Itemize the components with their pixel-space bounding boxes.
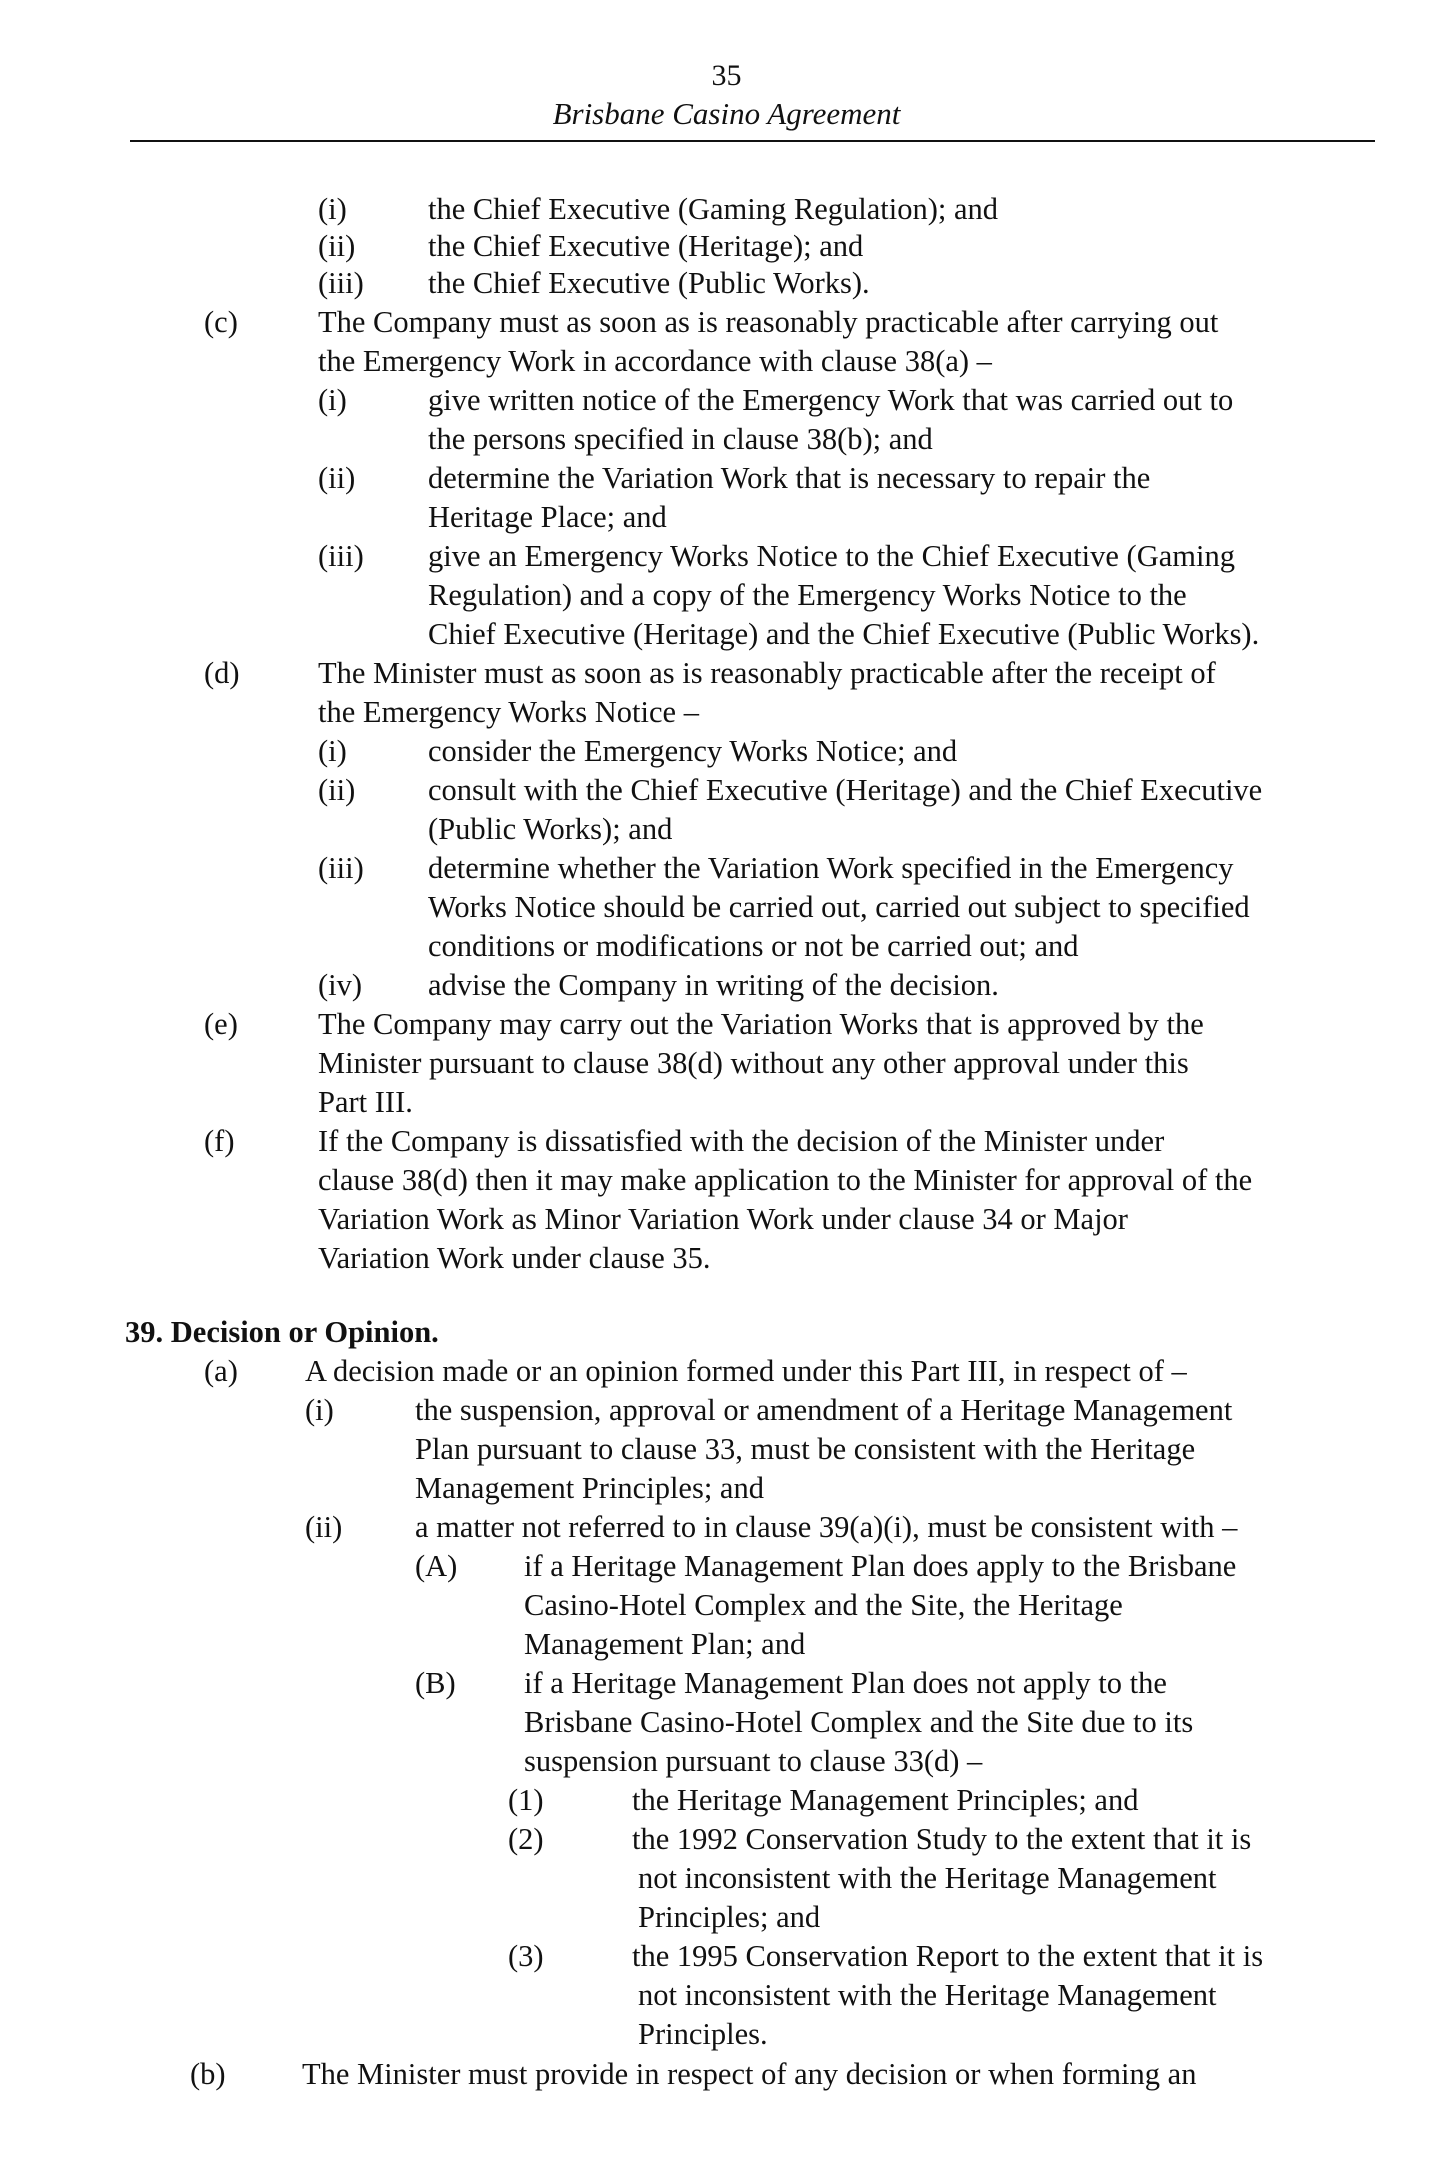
text-line: Minister pursuant to clause 38(d) without any other approval under this — [318, 1046, 1189, 1080]
clause-label: (b) — [190, 2057, 226, 2091]
clause-label: (iv) — [318, 968, 363, 1002]
text-line: Heritage Place; and — [428, 500, 667, 534]
clause-label: (a) — [204, 1354, 238, 1388]
text-line: If the Company is dissatisfied with the decision of the Minister under — [318, 1124, 1165, 1158]
text-line: the Emergency Work in accordance with clause 38(a) – — [318, 344, 992, 378]
clause-label: (B) — [415, 1666, 456, 1700]
text-line: the Chief Executive (Gaming Regulation); and — [428, 192, 999, 226]
clause-label: (ii) — [318, 229, 356, 263]
text-line: Chief Executive (Heritage) and the Chief Executive (Public Works). — [428, 617, 1260, 651]
clause-label: (ii) — [318, 773, 356, 807]
text-line: Regulation) and a copy of the Emergency Works Notice to the — [428, 578, 1187, 612]
text-line: the Emergency Works Notice – — [318, 695, 699, 729]
text-line: (Public Works); and — [428, 812, 673, 846]
text-line: the persons specified in clause 38(b); and — [428, 422, 933, 456]
text-line: Management Plan; and — [524, 1627, 806, 1661]
clause-label: (d) — [204, 656, 240, 690]
text-line: consult with the Chief Executive (Heritage) and the Chief Executive — [428, 773, 1263, 807]
clause-label: (e) — [204, 1007, 238, 1041]
clause-label: (i) — [305, 1393, 334, 1427]
text-line: the Chief Executive (Heritage); and — [428, 229, 864, 263]
text-line: Plan pursuant to clause 33, must be consistent with the Heritage — [415, 1432, 1196, 1466]
text-line: conditions or modifications or not be carried out; and — [428, 929, 1079, 963]
page-header — [0, 58, 1453, 134]
section-heading: 39. Decision or Opinion. — [125, 1315, 439, 1349]
text-line: Part III. — [318, 1085, 413, 1119]
header-rule — [130, 140, 1375, 142]
clause-label: (3) — [508, 1939, 544, 1973]
text-line: Management Principles; and — [415, 1471, 764, 1505]
clause-label: (f) — [204, 1124, 235, 1158]
text-line: Variation Work under clause 35. — [318, 1241, 711, 1275]
text-line: Works Notice should be carried out, carried out subject to specified — [428, 890, 1250, 924]
clause-label: (2) — [508, 1822, 544, 1856]
page-number: 35 — [711, 59, 742, 92]
text-line: consider the Emergency Works Notice; and — [428, 734, 958, 768]
text-line: suspension pursuant to clause 33(d) – — [524, 1744, 983, 1778]
text-line: give written notice of the Emergency Work that was carried out to — [428, 383, 1234, 417]
clause-label: (iii) — [318, 851, 364, 885]
text-line: determine whether the Variation Work specified in the Emergency — [428, 851, 1234, 885]
text-line: Principles; and — [638, 1900, 821, 1934]
text-line: a matter not referred to in clause 39(a)(i), must be consistent with – — [415, 1510, 1238, 1544]
clause-label: (A) — [415, 1549, 458, 1583]
clause-label: (iii) — [318, 266, 364, 300]
clause-label: (i) — [318, 383, 347, 417]
text-line: the 1995 Conservation Report to the extent that it is — [632, 1939, 1264, 1973]
clause-label: (1) — [508, 1783, 544, 1817]
clause-label: (ii) — [305, 1510, 343, 1544]
clause-label: (ii) — [318, 461, 356, 495]
text-line: advise the Company in writing of the decision. — [428, 968, 999, 1002]
text-line: Principles. — [638, 2017, 768, 2051]
text-line: The Company must as soon as is reasonably practicable after carrying out — [318, 305, 1219, 339]
header-title: Brisbane Casino Agreement — [552, 96, 901, 131]
text-line: if a Heritage Management Plan does apply to the Brisbane — [524, 1549, 1237, 1583]
clause-label: (i) — [318, 734, 347, 768]
text-line: the suspension, approval or amendment of a Heritage Management — [415, 1393, 1233, 1427]
text-line: The Minister must provide in respect of any decision or when forming an — [302, 2057, 1197, 2091]
text-line: the Heritage Management Principles; and — [632, 1783, 1139, 1817]
text-line: The Minister must as soon as is reasonably practicable after the receipt of — [318, 656, 1216, 690]
text-line: determine the Variation Work that is necessary to repair the — [428, 461, 1151, 495]
text-line: if a Heritage Management Plan does not apply to the — [524, 1666, 1167, 1700]
text-line: not inconsistent with the Heritage Management — [638, 1861, 1217, 1895]
text-line: the Chief Executive (Public Works). — [428, 266, 870, 300]
text-line: Brisbane Casino-Hotel Complex and the Site due to its — [524, 1705, 1194, 1739]
text-line: Variation Work as Minor Variation Work under clause 34 or Major — [318, 1202, 1128, 1236]
text-line: Casino-Hotel Complex and the Site, the Heritage — [524, 1588, 1123, 1622]
text-line: the 1992 Conservation Study to the extent that it is — [632, 1822, 1252, 1856]
clause-label: (i) — [318, 192, 347, 226]
text-line: clause 38(d) then it may make application to the Minister for approval of the — [318, 1163, 1253, 1197]
text-line: The Company may carry out the Variation Works that is approved by the — [318, 1007, 1204, 1041]
clause-label: (c) — [204, 305, 238, 339]
text-line: not inconsistent with the Heritage Management — [638, 1978, 1217, 2012]
text-line: A decision made or an opinion formed under this Part III, in respect of – — [305, 1354, 1187, 1388]
text-line: give an Emergency Works Notice to the Chief Executive (Gaming — [428, 539, 1235, 573]
clause-label: (iii) — [318, 539, 364, 573]
